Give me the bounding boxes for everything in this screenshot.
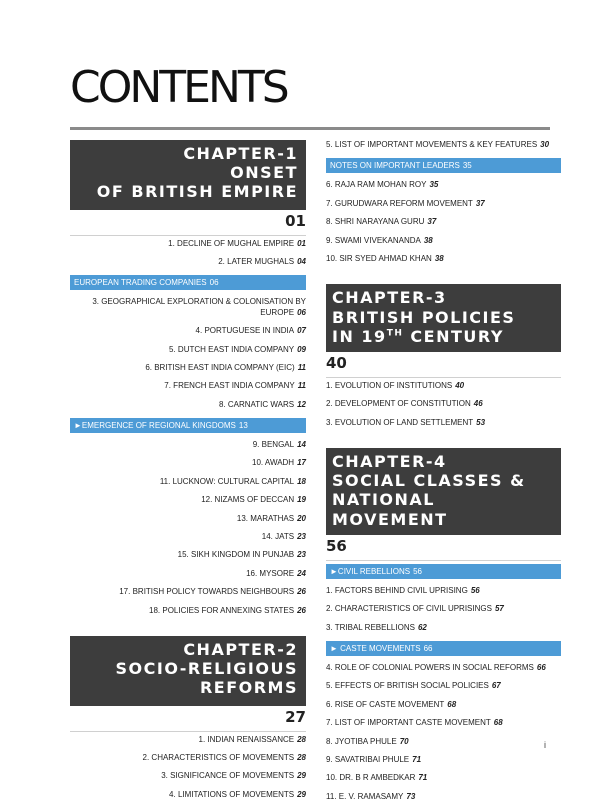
- toc-entry-page: 11: [297, 362, 306, 372]
- toc-entry-page: 62: [417, 622, 427, 632]
- toc-entry[interactable]: [70, 381, 306, 391]
- chapter-3-title-post: CENTURY: [403, 326, 504, 346]
- section-highlight[interactable]: [326, 641, 561, 656]
- chapter-2-title-line-1: SOCIO-RELIGIOUS: [115, 659, 298, 679]
- section-highlight[interactable]: [326, 564, 561, 579]
- toc-entry-page: 71: [412, 754, 422, 764]
- toc-entry[interactable]: [70, 297, 306, 318]
- left-column: [70, 140, 306, 808]
- chapter-3-page: 40: [326, 353, 347, 372]
- toc-entry-page: 68: [493, 718, 503, 728]
- toc-entry-label: 8. SHRI NARAYANA GURU: [326, 217, 425, 227]
- chapter-2-title-line-2: REFORMS: [199, 678, 298, 698]
- toc-entry-label: 9. SAVATRIBAI PHULE: [326, 754, 410, 764]
- toc-entry-label: 1. EVOLUTION OF INSTITUTIONS: [326, 380, 453, 390]
- toc-entry-label: 6. RISE OF CASTE MOVEMENT: [326, 699, 445, 709]
- toc-entry[interactable]: [70, 326, 306, 336]
- chapter-1-page: 01: [285, 211, 306, 230]
- toc-entry-page: 30: [540, 140, 550, 149]
- toc-entry[interactable]: [326, 681, 561, 691]
- toc-entry-page: 09: [297, 344, 306, 354]
- toc-entry-label: 10. SIR SYED AHMAD KHAN: [326, 253, 432, 263]
- toc-entry-label: 9. SWAMI VIVEKANANDA: [326, 235, 421, 245]
- toc-entry-page: 20: [297, 513, 306, 523]
- toc-entry[interactable]: [326, 718, 561, 728]
- toc-entry-label: 5. LIST OF IMPORTANT MOVEMENTS & KEY FEATURES: [326, 140, 538, 149]
- chapter-1-number: CHAPTER-1: [183, 144, 298, 163]
- toc-entry-page: 24: [297, 568, 306, 578]
- chapter-1-entries: [70, 239, 306, 616]
- toc-entry-label: 7. FRENCH EAST INDIA COMPANY: [164, 381, 295, 391]
- toc-entry-page: 28: [297, 752, 306, 762]
- toc-entry[interactable]: [70, 477, 306, 487]
- toc-entry[interactable]: [326, 755, 561, 765]
- toc-entry-label: 8. CARNATIC WARS: [218, 399, 295, 409]
- toc-entry[interactable]: [326, 586, 561, 596]
- toc-entry-label: 4. ROLE OF COLONIAL POWERS IN SOCIAL REFORMS: [326, 663, 534, 672]
- toc-entry-page: 38: [423, 235, 433, 245]
- toc-entry[interactable]: [70, 239, 306, 249]
- toc-entry[interactable]: [326, 773, 561, 783]
- chapter-1-title-line-2: OF BRITISH EMPIRE: [96, 182, 298, 202]
- footer-page-number: i: [544, 740, 546, 750]
- divider: [326, 560, 561, 561]
- toc-entry[interactable]: [326, 254, 561, 264]
- toc-entry[interactable]: [70, 606, 306, 616]
- toc-entry-label: 3. EVOLUTION OF LAND SETTLEMENT: [326, 417, 474, 427]
- chapter-4-title-line-1: SOCIAL CLASSES &: [332, 471, 526, 491]
- toc-entry-page: 23: [297, 532, 306, 542]
- toc-entry[interactable]: [326, 737, 561, 747]
- toc-entry-label: 3. SIGNIFICANCE OF MOVEMENTS: [161, 771, 295, 781]
- toc-entry[interactable]: [70, 532, 306, 542]
- toc-entry-page: 29: [297, 789, 306, 799]
- chapter-2-page: 27: [285, 707, 306, 726]
- toc-entry-label: 2. LATER MUGHALS: [218, 256, 295, 266]
- divider: [326, 377, 561, 378]
- toc-entry[interactable]: [70, 495, 306, 505]
- toc-entry-page: 07: [297, 326, 306, 336]
- chapter-4-number: CHAPTER-4: [332, 452, 447, 472]
- toc-entry[interactable]: [326, 180, 561, 190]
- toc-entry[interactable]: [70, 569, 306, 579]
- right-column: [326, 140, 561, 810]
- toc-entry-page: 12: [297, 399, 306, 409]
- toc-entry-page: 14: [297, 440, 306, 450]
- toc-entry-label: 18. POLICIES FOR ANNEXING STATES: [149, 605, 295, 615]
- section-highlight[interactable]: [70, 275, 306, 290]
- toc-entry-page: 29: [297, 771, 306, 781]
- toc-entry-label: 11. E. V. RAMASAMY: [326, 791, 404, 801]
- toc-entry-label: NOTES ON IMPORTANT LEADERS: [330, 161, 460, 171]
- toc-entry[interactable]: [326, 418, 561, 428]
- toc-entry-page: 28: [297, 734, 306, 744]
- toc-entry[interactable]: [70, 345, 306, 355]
- toc-entry[interactable]: [70, 771, 306, 781]
- toc-entry-label: 12. NIZAMS OF DECCAN: [201, 495, 295, 505]
- chapter-2-header[interactable]: [70, 636, 306, 706]
- toc-entry-label: 17. BRITISH POLICY TOWARDS NEIGHBOURS: [119, 587, 295, 597]
- toc-entry-page: 35: [462, 161, 472, 171]
- toc-entry-page: 04: [297, 256, 306, 266]
- toc-entry-label: 1. FACTORS BEHIND CIVIL UPRISING: [326, 585, 468, 595]
- toc-entry-label: 5. DUTCH EAST INDIA COMPANY: [169, 344, 295, 354]
- toc-entry-page: 46: [473, 399, 483, 409]
- toc-entry-label: 3. TRIBAL REBELLIONS: [326, 622, 415, 632]
- toc-entry-page: 40: [455, 380, 465, 390]
- toc-entry-page: 19: [297, 495, 306, 505]
- chapter-2-number: CHAPTER-2: [183, 639, 298, 659]
- toc-entry[interactable]: [70, 458, 306, 468]
- toc-entry[interactable]: [326, 236, 561, 246]
- toc-entry-page: 56: [413, 566, 422, 576]
- toc-entry-label: 7. LIST OF IMPORTANT CASTE MOVEMENT: [326, 718, 491, 728]
- toc-entry[interactable]: [70, 514, 306, 524]
- toc-entry[interactable]: [326, 199, 561, 209]
- toc-entry[interactable]: [70, 440, 306, 450]
- toc-entry-label: EUROPEAN TRADING COMPANIES: [74, 278, 207, 288]
- toc-entry-label: 6. BRITISH EAST INDIA COMPANY (EIC): [145, 362, 295, 372]
- chapter-4-header[interactable]: [326, 448, 561, 535]
- toc-entry-label: ►CIVIL REBELLIONS: [330, 566, 411, 576]
- section-highlight[interactable]: [326, 158, 561, 173]
- toc-entry[interactable]: [70, 400, 306, 410]
- section-highlight[interactable]: [70, 418, 306, 433]
- toc-entry-page: 38: [434, 253, 444, 263]
- toc-entry-page: 67: [491, 681, 501, 691]
- chapter-3-header[interactable]: [326, 284, 561, 352]
- page-title: CONTENTS: [70, 62, 287, 113]
- divider: [70, 731, 306, 732]
- toc-entry-page: 37: [427, 217, 437, 227]
- chapter-3-title-line-1: BRITISH POLICIES: [332, 307, 516, 327]
- chapter-1-header[interactable]: [70, 140, 306, 210]
- chapter-3-number: CHAPTER-3: [332, 288, 447, 308]
- toc-entry-label: ► CASTE MOVEMENTS: [330, 644, 421, 653]
- toc-entry-page: 35: [429, 180, 439, 190]
- toc-entry-label: 2. CHARACTERISTICS OF CIVIL UPRISINGS: [326, 604, 492, 614]
- toc-entry-page: 66: [536, 663, 546, 672]
- toc-entry-label: 14. JATS: [261, 532, 295, 542]
- toc-entry-page: 37: [475, 198, 485, 208]
- toc-entry[interactable]: [326, 663, 561, 673]
- toc-entry-page: 66: [423, 644, 433, 653]
- toc-entry-page: 73: [406, 791, 416, 801]
- toc-entry-page: 53: [476, 417, 486, 427]
- toc-entry-page: 23: [297, 550, 306, 560]
- toc-entry-label: 2. DEVELOPMENT OF CONSTITUTION: [326, 399, 471, 409]
- chapter-4-page: 56: [326, 536, 347, 555]
- toc-entry-page: 13: [238, 421, 248, 431]
- toc-entry[interactable]: [326, 604, 561, 614]
- toc-entry-page: 17: [297, 458, 306, 468]
- toc-entry-label: 4. LIMITATIONS OF MOVEMENTS: [169, 789, 295, 799]
- toc-entry-label: 11. LUCKNOW: CULTURAL CAPITAL: [159, 476, 295, 486]
- toc-entry-page: 06: [209, 278, 219, 288]
- toc-entry-page: 68: [447, 699, 457, 709]
- chapter-3-title-line-2: [332, 327, 553, 346]
- toc-entry-label: 8. JYOTIBA PHULE: [326, 736, 397, 746]
- toc-entry-label: 3. GEOGRAPHICAL EXPLORATION & COLONISATION BY EUROPE: [92, 297, 306, 317]
- toc-entry-label: 4. PORTUGUESE IN INDIA: [195, 326, 295, 336]
- toc-entry-page: 71: [418, 773, 428, 783]
- toc-entry-label: 1. INDIAN RENAISSANCE: [198, 734, 295, 744]
- title-rule: [70, 127, 550, 130]
- toc-entry-page: 01: [297, 238, 306, 248]
- toc-entry-label: 1. DECLINE OF MUGHAL EMPIRE: [168, 238, 295, 248]
- chapter-4-title-line-2: NATIONAL MOVEMENT: [332, 490, 448, 529]
- toc-entry-label: 16. MYSORE: [246, 568, 295, 578]
- toc-entry-label: ►EMERGENCE OF REGIONAL KINGDOMS: [74, 421, 236, 431]
- toc-entry-label: 6. RAJA RAM MOHAN ROY: [326, 180, 427, 190]
- toc-entry-label: 7. GURUDWARA REFORM MOVEMENT: [326, 198, 473, 208]
- toc-entry-page: 26: [297, 605, 306, 615]
- toc-entry[interactable]: [326, 217, 561, 227]
- toc-entry-page: 26: [297, 587, 306, 597]
- chapter-1-title-line-1: ONSET: [230, 163, 298, 183]
- chapter-3-entries: [326, 381, 561, 428]
- toc-entry[interactable]: [326, 140, 561, 150]
- toc-entry-label: 9. BENGAL: [252, 440, 295, 450]
- toc-entry-label: 10. DR. B R AMBEDKAR: [326, 773, 416, 783]
- chapter-2-continued-entries: [326, 140, 561, 264]
- toc-entry[interactable]: [70, 790, 306, 800]
- toc-entry[interactable]: [326, 623, 561, 633]
- toc-entry-label: 15. SIKH KINGDOM IN PUNJAB: [177, 550, 295, 560]
- toc-entry[interactable]: [70, 550, 306, 560]
- chapter-4-entries: [326, 564, 561, 802]
- toc-entry-label: 13. MARATHAS: [236, 513, 295, 523]
- chapter-3-title-pre: IN 19: [332, 326, 387, 346]
- toc-entry[interactable]: [326, 700, 561, 710]
- toc-entry-page: 57: [494, 604, 504, 614]
- toc-entry[interactable]: [70, 363, 306, 373]
- toc-entry-page: 11: [297, 381, 306, 391]
- toc-entry-page: 18: [297, 476, 306, 486]
- toc-entry[interactable]: [70, 753, 306, 763]
- toc-entry-page: 70: [399, 736, 409, 746]
- toc-entry-label: 2. CHARACTERISTICS OF MOVEMENTS: [142, 752, 295, 762]
- divider: [70, 235, 306, 236]
- toc-entry-label: 10. AWADH: [252, 458, 295, 468]
- toc-entry[interactable]: [70, 257, 306, 267]
- toc-entry-page: 06: [297, 307, 306, 317]
- chapter-3-title-sup: TH: [386, 328, 404, 339]
- chapter-2-entries: [70, 735, 306, 801]
- toc-entry[interactable]: [326, 792, 561, 802]
- toc-entry[interactable]: [70, 735, 306, 745]
- toc-entry[interactable]: [326, 381, 561, 391]
- toc-entry-label: 5. EFFECTS OF BRITISH SOCIAL POLICIES: [326, 681, 489, 691]
- toc-entry[interactable]: [326, 399, 561, 409]
- toc-entry-page: 56: [470, 585, 480, 595]
- toc-entry[interactable]: [70, 587, 306, 597]
